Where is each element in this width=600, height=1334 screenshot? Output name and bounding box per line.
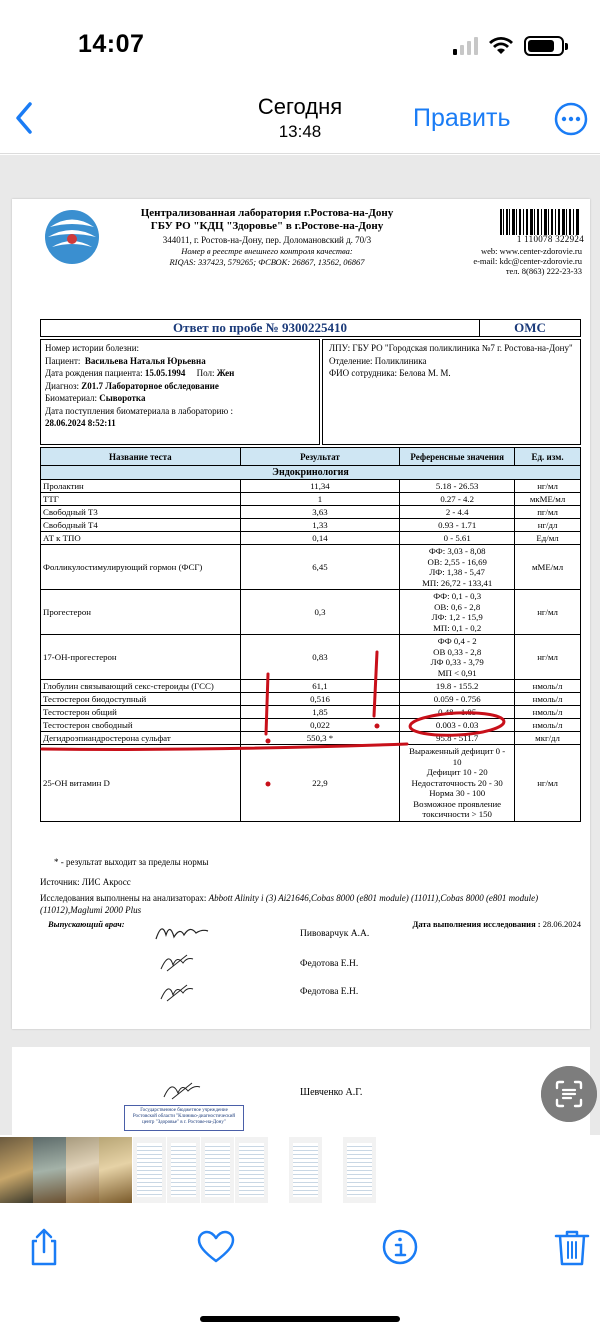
reference-line: МП < 0,91 (437, 667, 477, 678)
trash-icon[interactable] (552, 1227, 592, 1267)
sex-label: Пол: (196, 368, 215, 378)
lab-name-1: Централизованная лаборатория г.Ростова-на-Дону (140, 207, 394, 219)
reference-line: Возможное проявление (413, 798, 502, 809)
dob-value: 15.05.1994 (144, 368, 186, 378)
history-label: Номер истории болезни: (45, 343, 140, 353)
date-value: 28.06.2024 (542, 919, 581, 929)
reference-line: МП: 26,72 - 133,41 (422, 577, 493, 588)
signer-3: Федотова Е.Н. (300, 987, 359, 997)
diagnosis-value: Z01.7 Лабораторное обследование (81, 380, 219, 391)
live-text-icon[interactable] (541, 1066, 597, 1122)
thumbnail-document[interactable] (166, 1137, 200, 1203)
sex-value: Жен (216, 368, 235, 378)
date-label: Дата выполнения исследования : (412, 919, 541, 929)
red-annotation-marks (12, 199, 590, 1029)
lab-web: web: www.center-zdorovie.ru (481, 246, 582, 256)
lab-register-nums: RIQAS: 337423, 579265; ФСВОК: 26867, 13562, 06867 (169, 257, 365, 267)
thumbnail-document-current[interactable] (288, 1137, 322, 1203)
test-name-cell: Глобулин связывающий секс-стероиды (ГСС) (41, 680, 241, 693)
dob-label: Дата рождения пациента: (45, 368, 143, 378)
result-cell: 1 (240, 493, 400, 506)
stamp-line-1: Государственное бюджетное учреждение (140, 1108, 228, 1113)
unit-cell: нмоль/л (515, 680, 581, 693)
reference-line: ФФ: 3,03 - 8,08 (428, 546, 486, 556)
test-name-cell: Прогестерон (41, 590, 241, 635)
reference-cell: 0.059 - 0.756 (400, 693, 515, 706)
answer-title: Ответ по пробе № 9300225410 (41, 320, 480, 336)
stamp-line-3: центр "Здоровье" в г. Ростове-на-Дону" (142, 1120, 226, 1125)
test-name-cell: Тестостерон биодоступный (41, 693, 241, 706)
result-cell: 0,83 (240, 635, 400, 680)
unit-cell: нмоль/л (515, 693, 581, 706)
thumbnail-gap (268, 1137, 288, 1203)
result-cell: 0,3 (240, 590, 400, 635)
reference-line: Дефицит 10 - 20 (426, 767, 488, 777)
test-name-cell: Тестостерон свободный (41, 719, 241, 732)
reference-line: токсичности > 150 (422, 809, 492, 819)
arrival-value: 28.06.2024 8:52:11 (45, 418, 116, 428)
result-cell: 0,022 (240, 719, 400, 732)
test-name-cell: Тестостерон общий (41, 706, 241, 719)
employee: ФИО сотрудника: Белова М. М. (329, 368, 451, 378)
unit-cell: Ед/мл (515, 532, 581, 545)
oms-label: ОМС (514, 320, 546, 335)
reference-cell: 95.8 - 511.7 (400, 732, 515, 745)
test-name-cell: АТ к ТПО (41, 532, 241, 545)
status-time: 14:07 (78, 30, 145, 58)
lab-name-2: ГБУ РО "КДЦ "Здоровье" в г.Ростове-на-Дону (150, 220, 384, 232)
biomaterial-value: Сыворотка (99, 393, 146, 403)
reference-line: ОВ 0,33 - 2,8 (433, 646, 482, 657)
patient-name: Васильева Наталья Юрьевна (84, 355, 206, 366)
result-cell: 1,33 (240, 519, 400, 532)
test-name-cell: Свободный Т4 (41, 519, 241, 532)
photo-canvas[interactable] (0, 155, 600, 1135)
result-cell: 22,9 (240, 745, 400, 822)
lab-email: e-mail: kdc@center-zdorovie.ru (473, 256, 582, 266)
lpu-name: ЛПУ: ГБУ РО "Городская поликлиника №7 г. Ростова-на-Дону" (329, 343, 573, 353)
department: Отделение: Поликлиника (329, 355, 427, 366)
reference-line: ОВ: 2,55 - 16,69 (427, 556, 487, 567)
battery-icon (524, 36, 564, 56)
lab-phone: тел. 8(863) 222-23-33 (505, 266, 582, 276)
reference-line: 10 (452, 756, 462, 767)
test-name-cell: Свободный Т3 (41, 506, 241, 519)
section-title: Эндокринология (41, 466, 581, 480)
lab-address: 344011, г. Ростов-на-Дону, пер. Доломановский д. 70/3 (162, 235, 372, 245)
analyzers-label: Исследования выполнены на анализаторах: (40, 893, 207, 903)
reference-line: Недостаточность 20 - 30 (411, 777, 503, 788)
result-cell: 6,45 (240, 545, 400, 590)
thumbnail-photo[interactable] (66, 1137, 99, 1203)
result-cell: 3,63 (240, 506, 400, 519)
unit-cell: нмоль/л (515, 719, 581, 732)
unit-cell: нг/мл (515, 635, 581, 680)
favorite-heart-icon[interactable] (196, 1227, 236, 1267)
info-icon[interactable] (380, 1227, 420, 1267)
signature-4 (160, 1077, 204, 1103)
result-cell: 0,516 (240, 693, 400, 706)
result-cell: 11,34 (240, 480, 400, 493)
header-unit: Ед. изм. (515, 448, 581, 466)
header-result: Результат (240, 448, 400, 466)
reference-cell: 0.48 - 1.85 (400, 706, 515, 719)
share-icon[interactable] (24, 1227, 64, 1267)
nav-subtitle: 13:48 (278, 122, 322, 141)
signer-2: Федотова Е.Н. (300, 959, 359, 969)
signer-1: Пивоварчук А.А. (300, 929, 370, 939)
home-indicator (200, 1316, 400, 1322)
more-options-icon[interactable] (554, 102, 588, 136)
thumbnail-document[interactable] (132, 1137, 166, 1203)
reference-cell: 0 - 5.61 (400, 532, 515, 545)
analyzers-list: Abbott Alinity i (3) Ai21646,Cobas 8000 (e801 module) (11011),Cobas 8000 (e801 module) (11012),Maglumi 2000 Plus (40, 893, 539, 915)
footnote-star: * - результат выходит за пределы нормы (54, 857, 209, 867)
unit-cell: нг/мл (515, 590, 581, 635)
patient-label: Пациент: (45, 355, 81, 366)
reference-line: ЛФ: 1,38 - 5,47 (429, 567, 485, 577)
reference-cell: 0.003 - 0.03 (400, 719, 515, 732)
header-test-name: Название теста (41, 448, 241, 466)
unit-cell: мМЕ/мл (515, 545, 581, 590)
reference-line: МП: 0,1 - 0,2 (433, 622, 482, 633)
reference-line: ФФ 0,4 - 2 (437, 636, 477, 646)
thumbnail-document[interactable] (342, 1137, 376, 1203)
stamp-line-2: Ростовской области "Клинико-диагностический (132, 1114, 236, 1119)
unit-cell: мкг/дл (515, 732, 581, 745)
lab-register: Номер в реестре внешнего контроля качества: (181, 246, 353, 256)
reference-line: ФФ: 0,1 - 0,3 (433, 591, 482, 601)
test-name-cell: Пролактин (41, 480, 241, 493)
cellular-signal-icon (453, 37, 478, 55)
test-name-cell: ТТГ (41, 493, 241, 506)
test-name-cell: Дегидроэпиандростерона сульфат (41, 732, 241, 745)
thumbnail-photo[interactable] (99, 1137, 132, 1203)
biomaterial-label: Биоматериал: (45, 393, 98, 403)
wifi-icon (488, 36, 514, 56)
thumbnail-document[interactable] (234, 1137, 268, 1203)
reference-line: ЛФ: 1,2 - 15,9 (431, 612, 483, 622)
reference-cell: 2 - 4.4 (400, 506, 515, 519)
lab-report-page (12, 199, 590, 1029)
stamp (124, 1105, 244, 1131)
unit-cell: пг/мл (515, 506, 581, 519)
reference-line: Норма 30 - 100 (429, 788, 486, 798)
barcode-number: 1 110078 322924 (516, 234, 584, 244)
status-bar (0, 0, 600, 88)
unit-cell: нг/дл (515, 519, 581, 532)
thumbnail-photo[interactable] (0, 1137, 33, 1203)
signer-page-2: Шевченко А.Г. (300, 1087, 363, 1098)
arrival-label: Дата поступления биоматериала в лабораторию : (45, 405, 233, 416)
reference-line: ЛФ 0,33 - 3,79 (430, 657, 484, 667)
unit-cell: нг/мл (515, 480, 581, 493)
result-cell: 0,14 (240, 532, 400, 545)
nav-bar (0, 88, 600, 154)
edit-button[interactable]: Править (413, 104, 511, 132)
unit-cell: нг/мл (515, 745, 581, 822)
status-icons (453, 36, 564, 56)
reference-cell: 19.8 - 155.2 (400, 680, 515, 693)
test-name-cell: 17-ОН-прогестерон (41, 635, 241, 680)
thumbnail-photo[interactable] (33, 1137, 66, 1203)
test-name-cell: 25-ОН витамин D (41, 745, 241, 822)
result-cell: 61,1 (240, 680, 400, 693)
reference-line: Выраженный дефицит 0 - (409, 746, 506, 756)
header-reference: Референсные значения (400, 448, 515, 466)
thumbnail-strip[interactable] (0, 1137, 600, 1203)
reference-cell: 0.93 - 1.71 (400, 519, 515, 532)
bottom-toolbar (0, 1205, 600, 1305)
unit-cell: нмоль/л (515, 706, 581, 719)
result-cell: 550,3 * (240, 732, 400, 745)
thumbnail-document[interactable] (200, 1137, 234, 1203)
unit-cell: мкМЕ/мл (515, 493, 581, 506)
reference-cell: 5.18 - 26.53 (400, 480, 515, 493)
reference-line: ОВ: 0,6 - 2,8 (434, 601, 481, 612)
doctor-label: Выпускающий врач: (48, 919, 125, 929)
nav-title: Сегодня (257, 94, 343, 119)
test-name-cell: Фолликулостимулирующий гормон (ФСГ) (41, 545, 241, 590)
result-cell: 1,85 (240, 706, 400, 719)
source-note: Источник: ЛИС Акросс (40, 877, 131, 887)
thumbnail-gap (322, 1137, 342, 1203)
diagnosis-label: Диагноз: (45, 380, 80, 391)
lab-report-page-2 (12, 1047, 590, 1135)
reference-cell: 0.27 - 4.2 (400, 493, 515, 506)
